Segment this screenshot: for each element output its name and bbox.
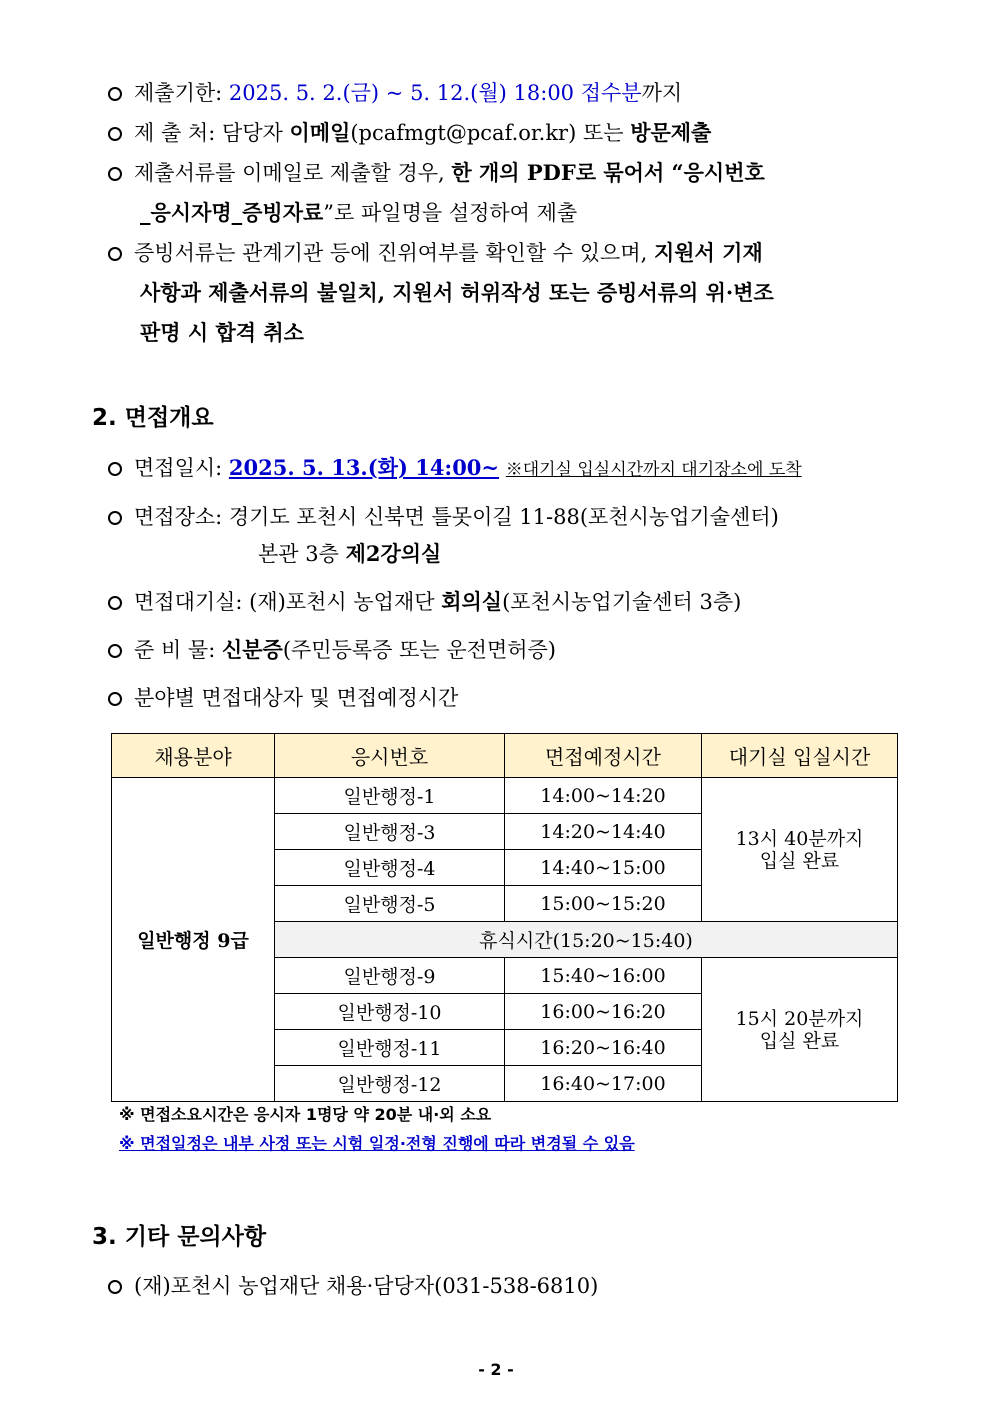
table-header-row	[112, 734, 898, 778]
applicant-id: 일반행정-12	[275, 1066, 505, 1102]
circle-bullet-icon	[108, 1280, 122, 1294]
applicant-id: 일반행정-11	[275, 1030, 505, 1066]
verify-line3: 판명 시 합격 취소	[140, 320, 304, 345]
circle-bullet-icon	[108, 167, 122, 181]
table-row	[112, 778, 898, 814]
applicant-id: 일반행정-9	[275, 958, 505, 994]
circle-bullet-icon	[108, 87, 122, 101]
circle-bullet-icon	[108, 511, 122, 525]
break-time-cell: 휴식시간(15:20~15:40)	[275, 922, 898, 958]
interview-time: 16:00~16:20	[505, 994, 702, 1030]
field-cell: 일반행정 9급	[112, 778, 275, 1102]
interview-time: 16:40~17:00	[505, 1066, 702, 1102]
etc-heading: 3. 기타 문의사항	[92, 1224, 267, 1250]
applicant-id: 일반행정-5	[275, 886, 505, 922]
circle-bullet-icon	[108, 462, 122, 476]
interview-time: 16:20~16:40	[505, 1030, 702, 1066]
page-number: - 2 -	[478, 1360, 514, 1379]
entry-time-cell-2: 15시 20분까지 입실 완료	[702, 958, 898, 1102]
duration-note: ※ 면접소요시간은 응시자 1명당 약 20분 내·외 소요	[119, 1105, 492, 1124]
circle-bullet-icon	[108, 127, 122, 141]
contact-line: (재)포천시 농업재단 채용·담당자(031-538-6810)	[108, 1273, 598, 1299]
applicant-id: 일반행정-10	[275, 994, 505, 1030]
interview-time: 15:40~16:00	[505, 958, 702, 994]
interview-time: 14:00~14:20	[505, 778, 702, 814]
email-instruction-line2: _응시자명_증빙자료”로 파일명을 설정하여 제출	[140, 200, 578, 225]
circle-bullet-icon	[108, 596, 122, 610]
interview-time: 14:20~14:40	[505, 814, 702, 850]
entry-time-cell-1: 13시 40분까지 입실 완료	[702, 778, 898, 922]
interview-date-line: 면접일시: 2025. 5. 13.(화) 14:00~ ※대기실 입실시간까지 대기장소에 도착	[108, 455, 802, 483]
header-field: 채용분야	[112, 734, 275, 778]
header-applicant-number: 응시번호	[275, 734, 505, 778]
schedule-label-line: 분야별 면접대상자 및 면접예정시간	[108, 685, 458, 711]
applicant-id: 일반행정-4	[275, 850, 505, 886]
schedule-change-note: ※ 면접일정은 내부 사정 또는 시험 일정·전형 진행에 따라 변경될 수 있음	[119, 1134, 635, 1153]
interview-place-line: 면접장소: 경기도 포천시 신북면 틀못이길 11-88(포천시농업기술센터)	[108, 504, 779, 530]
applicant-id: 일반행정-1	[275, 778, 505, 814]
deadline-line: 제출기한: 2025. 5. 2.(금) ~ 5. 12.(월) 18:00 접수분까지	[108, 80, 682, 106]
email-instruction-line1: 제출서류를 이메일로 제출할 경우, 한 개의 PDF로 묶어서 “응시번호	[108, 160, 765, 186]
waiting-room-line: 면접대기실: (재)포천시 농업재단 회의실(포천시농업기술센터 3층)	[108, 589, 741, 615]
verify-line2: 사항과 제출서류의 불일치, 지원서 허위작성 또는 증빙서류의 위·변조	[140, 280, 774, 305]
header-interview-time: 면접예정시간	[505, 734, 702, 778]
circle-bullet-icon	[108, 692, 122, 706]
preparation-line: 준 비 물: 신분증(주민등록증 또는 운전면허증)	[108, 637, 556, 663]
interview-time: 14:40~15:00	[505, 850, 702, 886]
verify-line1: 증빙서류는 관계기관 등에 진위여부를 확인할 수 있으며, 지원서 기재	[108, 240, 763, 266]
applicant-id: 일반행정-3	[275, 814, 505, 850]
interview-heading: 2. 면접개요	[92, 405, 214, 431]
interview-time: 15:00~15:20	[505, 886, 702, 922]
submit-place-line: 제 출 처: 담당자 이메일(pcafmgt@pcaf.or.kr) 또는 방문제출	[108, 120, 711, 146]
header-entry-time: 대기실 입실시간	[702, 734, 898, 778]
interview-place-line2: 본관 3층 제2강의실	[258, 541, 442, 566]
circle-bullet-icon	[108, 644, 122, 658]
circle-bullet-icon	[108, 247, 122, 261]
interview-schedule-table	[111, 733, 898, 1102]
